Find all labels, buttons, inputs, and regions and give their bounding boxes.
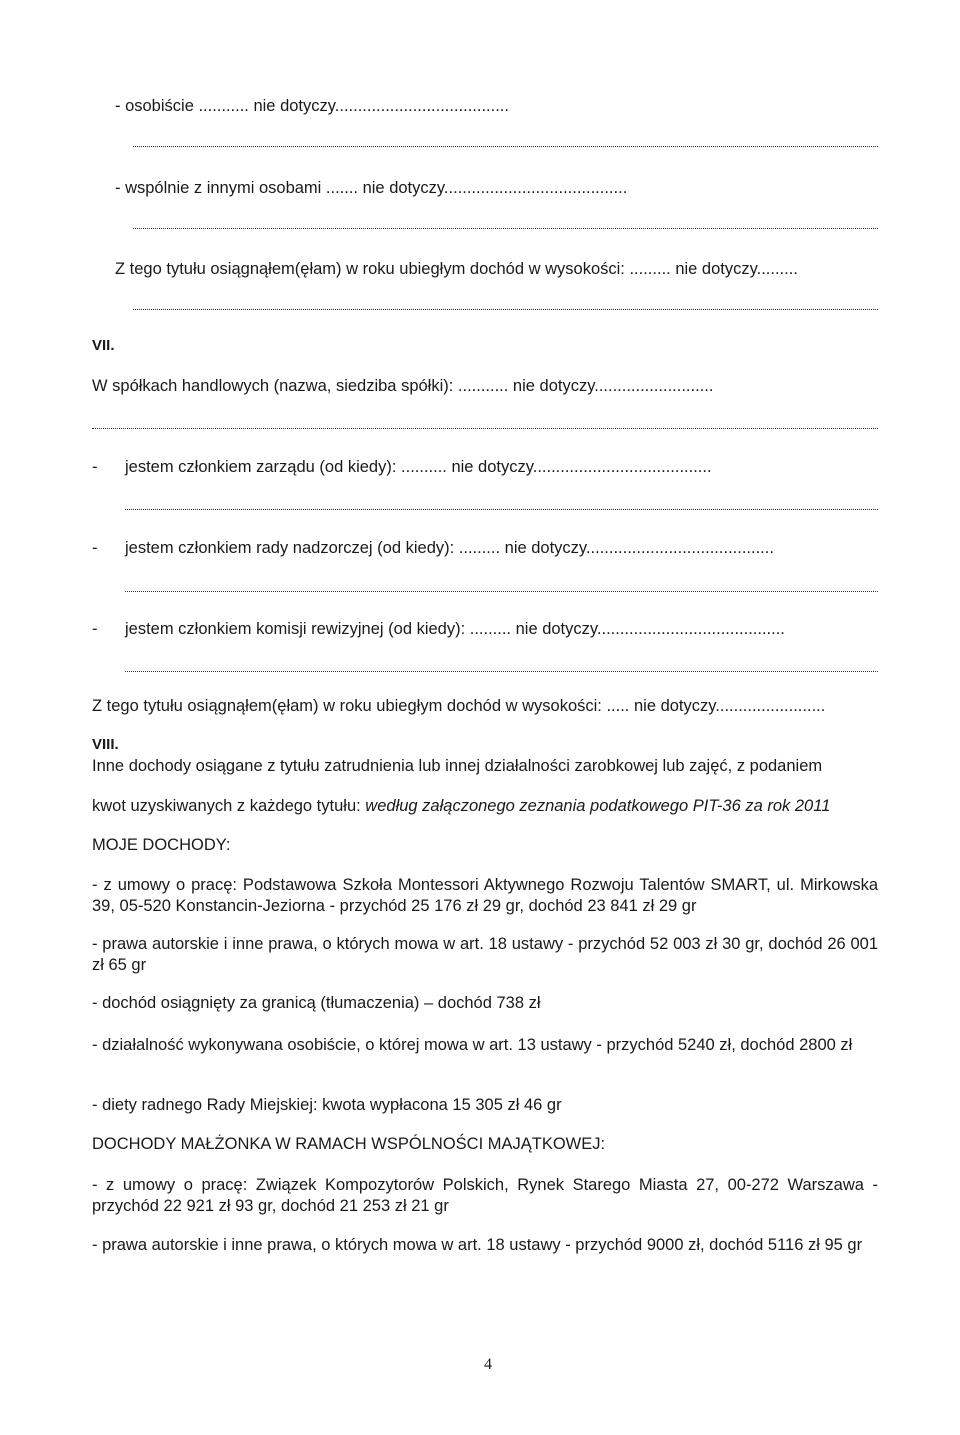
personally-line: - osobiście ........... nie dotyczy...................................... bbox=[115, 97, 509, 115]
section-vii-number: VII. bbox=[92, 337, 115, 354]
spouse-income-item: - prawa autorskie i inne prawa, o których mowa w art. 18 ustawy - przychód 9000 zł, dochód 5116 zł 95 gr bbox=[92, 1236, 863, 1254]
dotted-fill-line bbox=[125, 591, 878, 592]
dash-marker: - bbox=[92, 620, 98, 638]
jointly-line: - wspólnie z innymi osobami ....... nie dotyczy........................................ bbox=[115, 179, 628, 197]
spouse-income-header: DOCHODY MAŁŻONKA W RAMACH WSPÓLNOŚCI MAJĄTKOWEJ: bbox=[92, 1135, 606, 1153]
my-income-item: - prawa autorskie i inne prawa, o których mowa w art. 18 ustawy - przychód 52 003 zł 30 gr, dochód 26 001 zł 65 gr bbox=[92, 935, 878, 974]
spouse-income-item: - z umowy o pracę: Związek Kompozytorów Polskich, Rynek Starego Miasta 27, 00-272 Warszawa - przychód 22 921 zł 93 gr, dochód 21 253 zł 21 gr bbox=[92, 1176, 878, 1215]
my-income-item: - z umowy o pracę: Podstawowa Szkoła Montessori Aktywnego Rozwoju Talentów SMART, ul. Mirkowska 39, 05-520 Konstancin-Jeziorna - przychód 25 176 zł 29 gr, dochód 23 841 zł 29 gr bbox=[92, 876, 878, 915]
my-income-item: - działalność wykonywana osobiście, o której mowa w art. 13 ustawy - przychód 5240 zł, dochód 2800 zł bbox=[92, 1036, 853, 1054]
dotted-fill-line bbox=[133, 309, 878, 310]
dotted-fill-line bbox=[133, 146, 878, 147]
companies-line: W spółkach handlowych (nazwa, siedziba spółki): ........... nie dotyczy.......................... bbox=[92, 377, 714, 395]
dotted-fill-line bbox=[125, 671, 878, 672]
dash-marker: - bbox=[92, 458, 98, 476]
supervisory-board-line: jestem członkiem rady nadzorczej (od kiedy): ......... nie dotyczy......................................... bbox=[125, 539, 774, 557]
page-number: 4 bbox=[484, 1356, 492, 1373]
viii-intro-line-2 bbox=[92, 796, 830, 816]
viii-intro-italic: według załączonego zeznania podatkowego PIT-36 za rok 2011 bbox=[365, 797, 831, 815]
my-income-header: MOJE DOCHODY: bbox=[92, 836, 231, 854]
my-income-item: - dochód osiągnięty za granicą (tłumaczenia) – dochód 738 zł bbox=[92, 994, 541, 1012]
vi-income-line: Z tego tytułu osiągnąłem(ęłam) w roku ubiegłym dochód w wysokości: ......... nie dotyczy......... bbox=[115, 260, 798, 278]
vii-income-line: Z tego tytułu osiągnąłem(ęłam) w roku ubiegłym dochód w wysokości: ..... nie dotyczy........................ bbox=[92, 697, 826, 715]
board-line: jestem członkiem zarządu (od kiedy): .......... nie dotyczy....................................... bbox=[125, 458, 712, 476]
my-income-item: - diety radnego Rady Miejskiej: kwota wypłacona 15 305 zł 46 gr bbox=[92, 1096, 562, 1114]
dash-marker: - bbox=[92, 539, 98, 557]
dotted-fill-line bbox=[125, 509, 878, 510]
dotted-fill-line bbox=[92, 428, 878, 429]
audit-committee-line: jestem członkiem komisji rewizyjnej (od kiedy): ......... nie dotyczy......................................... bbox=[125, 620, 785, 638]
viii-intro-line-1: Inne dochody osiągane z tytułu zatrudnienia lub innej działalności zarobkowej lub zajęć, z podaniem bbox=[92, 757, 823, 775]
section-viii-number: VIII. bbox=[92, 736, 119, 753]
dotted-fill-line bbox=[133, 228, 878, 229]
viii-intro-plain: kwot uzyskiwanych z każdego tytułu: bbox=[92, 797, 366, 815]
